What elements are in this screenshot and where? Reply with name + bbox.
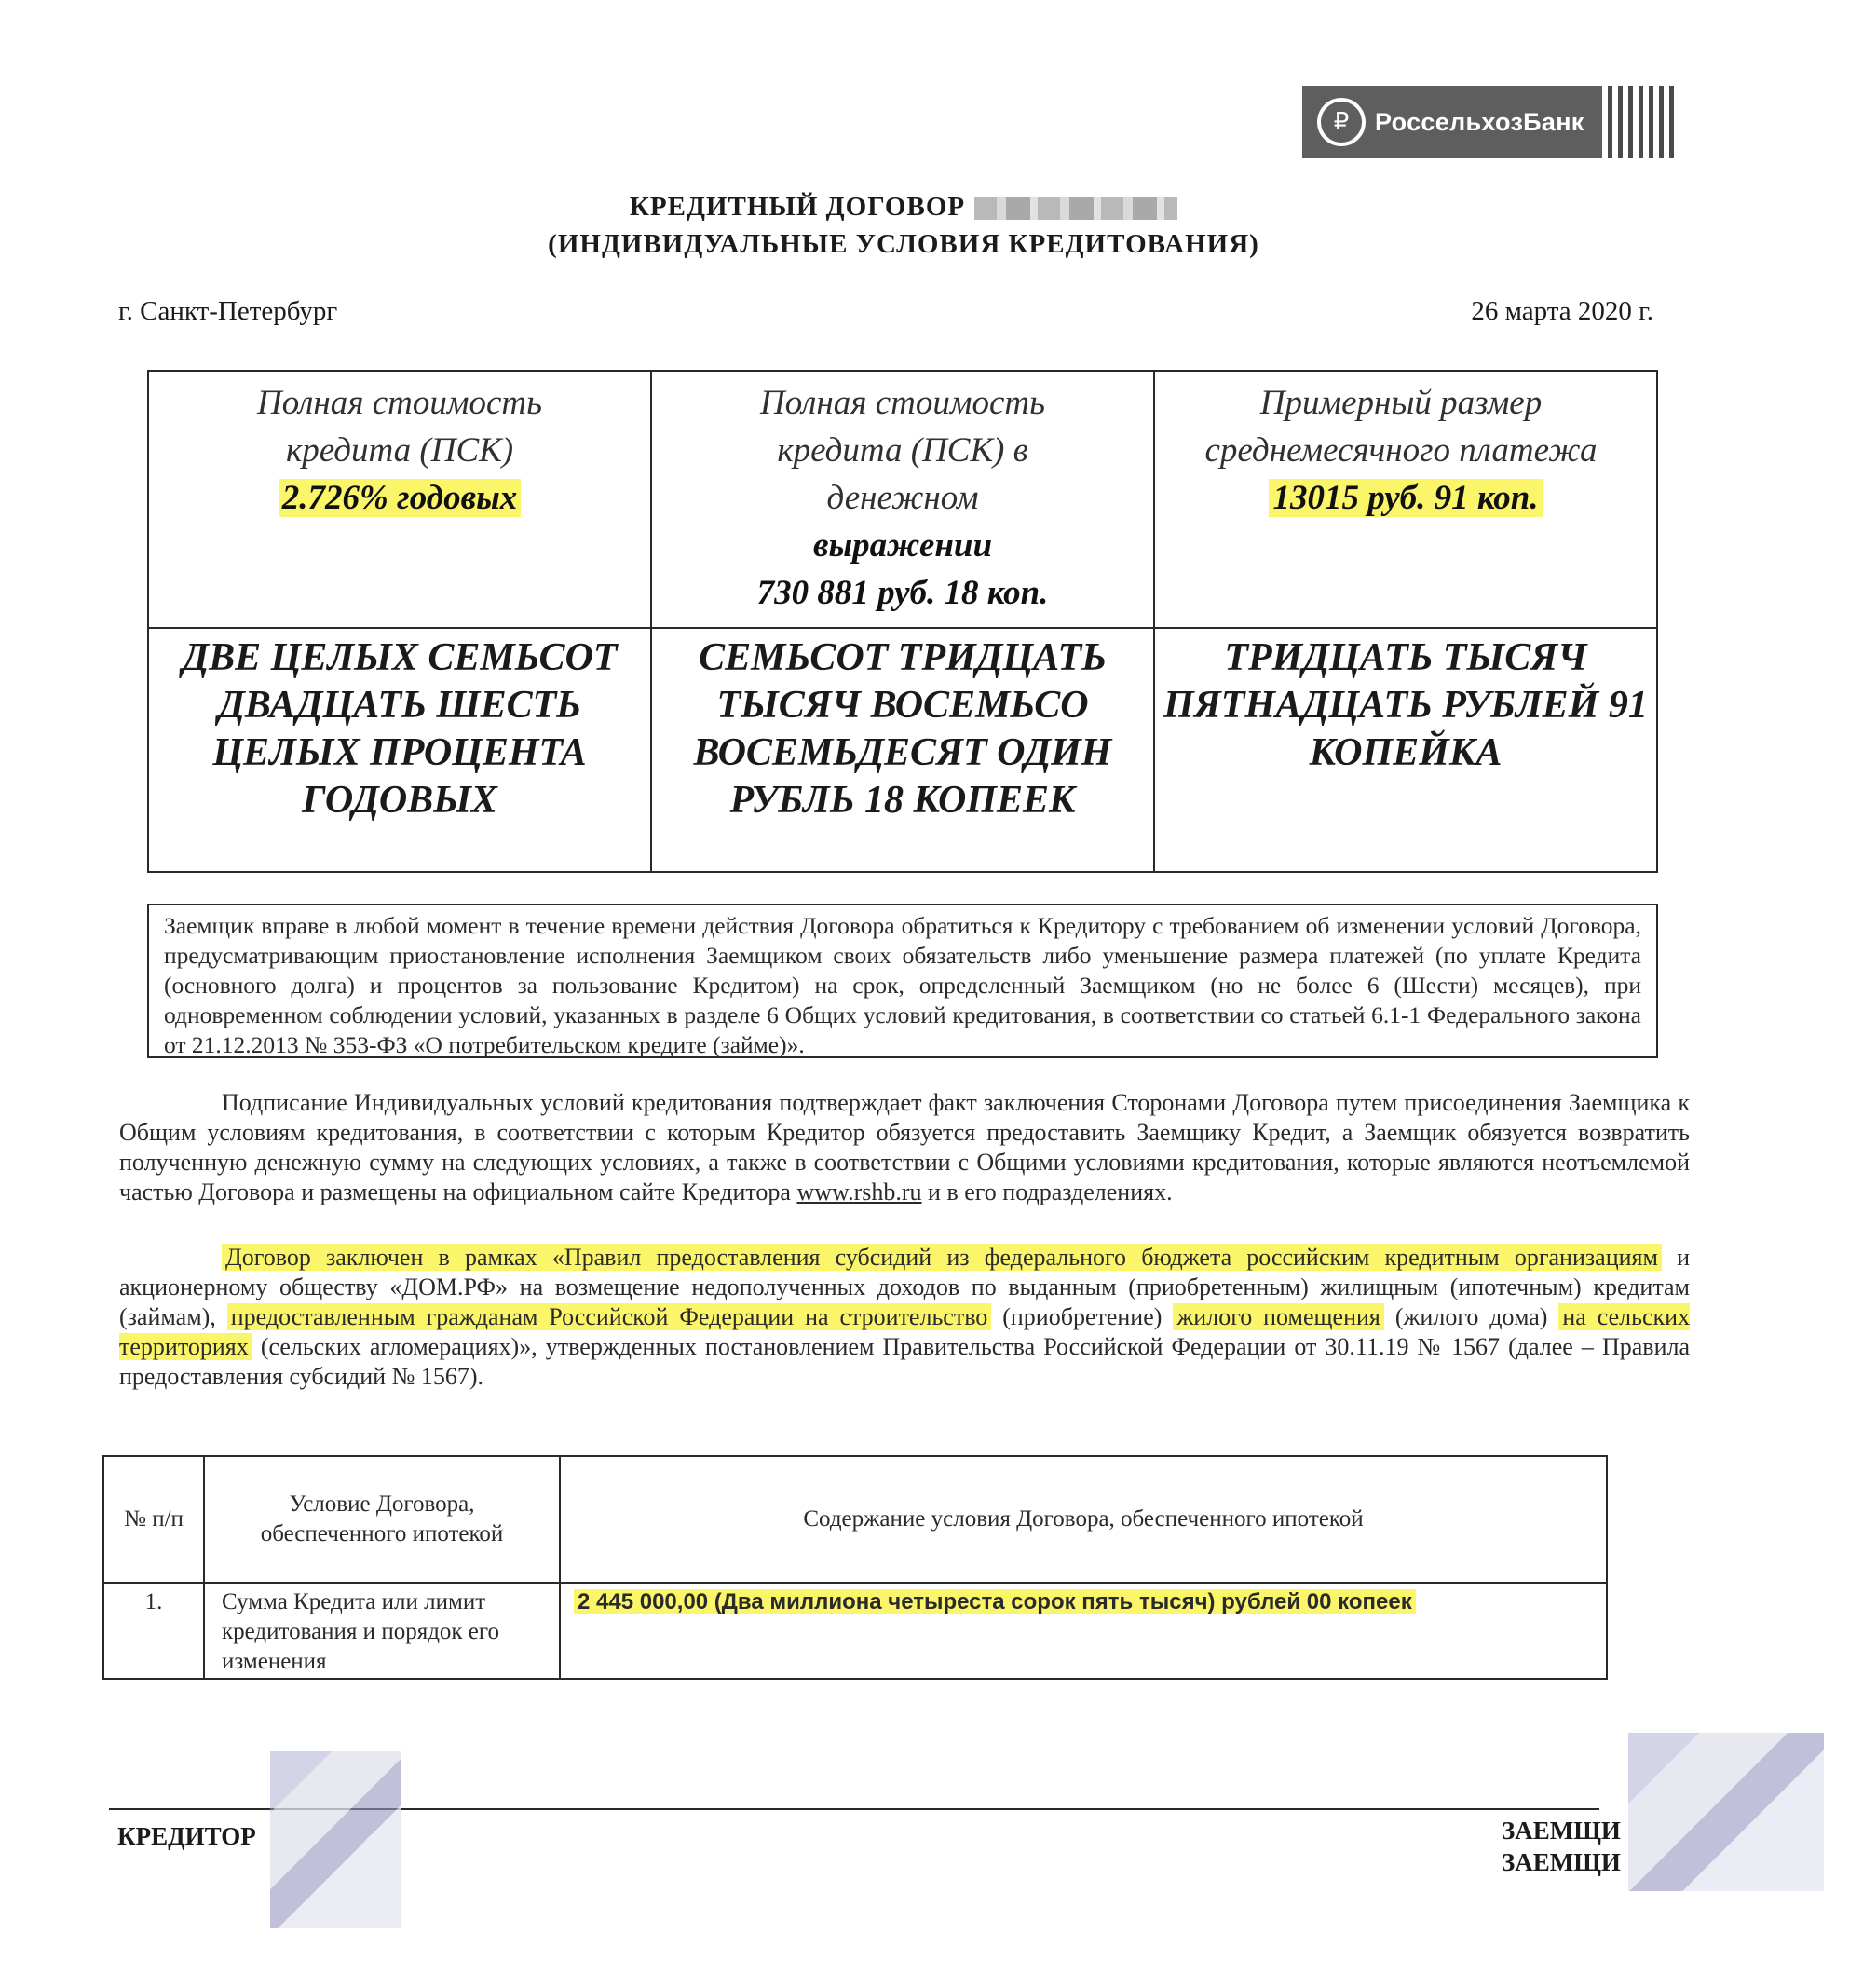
monthly-payment-label: Примерный размер среднемесячного платежа: [1204, 384, 1598, 470]
subsidy-rules-highlight: Договор заключен в рамках «Правил предоставления субсидий из федерального бюджета российским кредитным организациям: [222, 1244, 1662, 1271]
document-title: [0, 192, 1807, 223]
header-content: Содержание условия Договора, обеспеченного ипотекой: [560, 1456, 1607, 1583]
barcode-icon: [1602, 86, 1675, 158]
psk-percent-words: ДВЕ ЦЕЛЫХ СЕМЬСОТ ДВАДЦАТЬ ШЕСТЬ ЦЕЛЫХ ПРОЦЕНТА ГОДОВЫХ: [148, 628, 651, 872]
contract-date: 26 марта 2020 г.: [1471, 296, 1653, 326]
header-number: № п/п: [103, 1456, 204, 1583]
psk-percent-label: Полная стоимость кредита (ПСК): [257, 384, 542, 470]
bank-logo: [1302, 86, 1675, 158]
redacted-contract-number: [974, 197, 1177, 220]
residential-premises-highlight: жилого помещения: [1173, 1303, 1384, 1330]
subsidy-text-4: (сельских агломерациях)», утвержденных постановлением Правительства Российской Федерации от 30.11.19 № 1567 (далее – Правила предоставления субсидий № 1567).: [119, 1333, 1691, 1390]
psk-percent-value: 2.726% годовых: [279, 479, 522, 517]
monthly-payment-cell: [1154, 371, 1657, 628]
borrower-label-2: ЗАЕМЩИ: [1502, 1848, 1621, 1876]
mortgage-conditions-table: [102, 1455, 1608, 1680]
subsidy-text-2: (приобретение): [1002, 1303, 1163, 1330]
document-subtitle: (ИНДИВИДУАЛЬНЫЕ УСЛОВИЯ КРЕДИТОВАНИЯ): [548, 229, 1259, 259]
bank-emblem-icon: ₽: [1317, 98, 1366, 146]
credit-cost-table: [147, 370, 1658, 873]
borrower-label-1: ЗАЕМЩИ: [1502, 1817, 1621, 1845]
creditor-label: КРЕДИТОР: [117, 1822, 256, 1850]
title-line-1: КРЕДИТНЫЙ ДОГОВОР: [629, 192, 966, 222]
subsidy-paragraph: [119, 1243, 1690, 1392]
psk-money-value: 730 881 руб. 18 коп.: [756, 574, 1049, 612]
signing-paragraph: [119, 1088, 1690, 1207]
monthly-payment-value: 13015 руб. 91 коп.: [1269, 479, 1542, 517]
payment-holiday-notice: Заемщик вправе в любой момент в течение времени действия Договора обратиться к Кредитору с требованием об изменении условий Договора, предусматривающим приостановление исполнения Заемщиком своих обязательств либо уменьшение размера платежей (по уплате Кредита (основного долга) и процентов за пользование Кредитом) на срок, определенный Заемщиком (но не более 6 (Шести) месяцев), при одновременном соблюдении условий, указанных в разделе 6 Общих условий кредитования, в соответствии со статьей 6.1-1 Федерального закона от 21.12.2013 № 353-ФЗ «О потребительском кредите (займе)».: [147, 904, 1658, 1058]
row-content: [560, 1583, 1607, 1679]
psk-money-label: Полная стоимость кредита (ПСК) в денежном: [760, 384, 1045, 517]
redacted-borrower-signature: [1628, 1733, 1824, 1891]
city: г. Санкт-Петербург: [118, 296, 338, 326]
loan-amount: 2 445 000,00 (Два миллиона четыреста сорок пять тысяч) рублей 00 копеек: [574, 1589, 1416, 1614]
bank-website-link[interactable]: www.rshb.ru: [796, 1178, 922, 1205]
psk-money-words: СЕМЬСОТ ТРИДЦАТЬ ТЫСЯЧ ВОСЕМЬСО ВОСЕМЬДЕСЯТ ОДИН РУБЛЬ 18 КОПЕЕК: [651, 628, 1154, 872]
row-condition: Сумма Кредита или лимит кредитования и порядок его изменения: [204, 1583, 560, 1679]
citizens-construction-highlight: предоставленным гражданам Российской Федерации на строительство: [227, 1303, 992, 1330]
header-condition: Условие Договора, обеспеченного ипотекой: [204, 1456, 560, 1583]
table-row: [103, 1583, 1607, 1679]
redacted-creditor-signature: [270, 1751, 401, 1928]
psk-money-cell: [651, 371, 1154, 628]
monthly-payment-words: ТРИДЦАТЬ ТЫСЯЧ ПЯТНАДЦАТЬ РУБЛЕЙ 91 КОПЕЙКА: [1154, 628, 1657, 872]
psk-percent-cell: [148, 371, 651, 628]
rural-territories-highlight: на сельских территориях: [119, 1303, 1691, 1360]
bank-name: РоссельхозБанк: [1375, 107, 1584, 136]
subsidy-text-1: и акционерному обществу «ДОМ.РФ» на возмещение недополученных доходов по выданным (приобретенным) жилищным (ипотечным) кредитам (займам),: [119, 1244, 1691, 1330]
signing-text-tail: и в его подразделениях.: [928, 1178, 1173, 1205]
subsidy-text-3: (жилого дома): [1394, 1303, 1548, 1330]
psk-money-label-2: выражении: [812, 526, 993, 565]
signing-text: Подписание Индивидуальных условий кредитования подтверждает факт заключения Сторонами Договора путем присоединения Заемщика к Общим условиям кредитования, в соответствии с которым Кредитор обязуется предоставить Заемщику Кредит, а Заемщик обязуется возвратить полученную денежную сумму на следующих условиях, а также в соответствии с Общими условиями кредитования, которые являются неотъемлемой частью Договора и размещены на официальном сайте Кредитора: [119, 1089, 1690, 1205]
row-number: 1.: [103, 1583, 204, 1679]
